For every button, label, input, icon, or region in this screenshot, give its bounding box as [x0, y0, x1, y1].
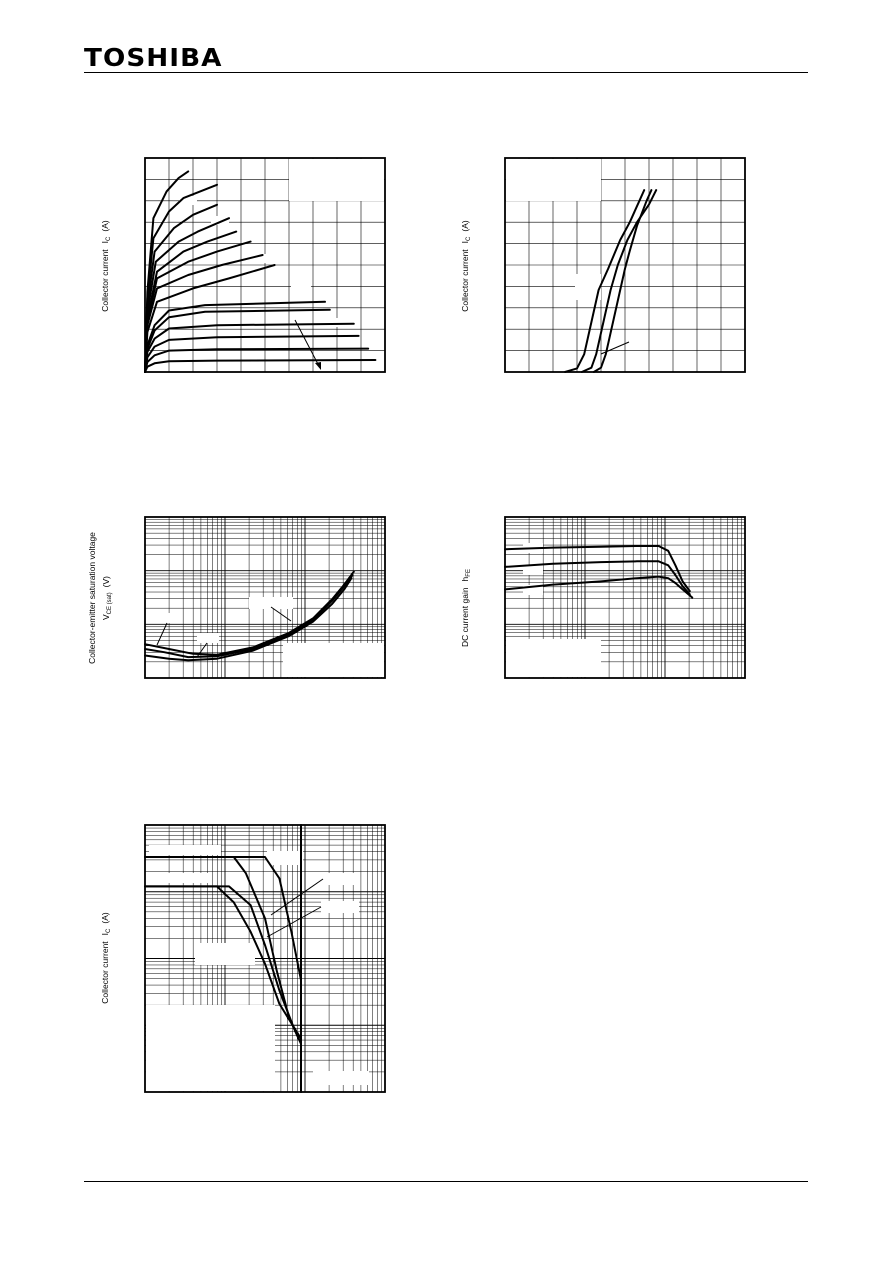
y-axis-label-sub: C: [106, 928, 112, 933]
y-axis-label-prefix: DC current gain: [460, 587, 470, 647]
y-axis-label-symbol: I: [100, 932, 110, 936]
y-axis-label-sub: C: [466, 236, 472, 241]
y-axis-label-unit: (A): [460, 220, 470, 232]
chart-soa-svg: [96, 818, 396, 1102]
chart-vcesat-ic-svg: [80, 510, 396, 690]
plot-area: [145, 158, 385, 372]
y-axis-label-symbol: I: [460, 240, 470, 244]
legend-box: [506, 639, 601, 677]
y-axis-label-line1: Collector-emitter saturation voltage: [87, 532, 97, 664]
y-axis-label-line2: [101, 576, 113, 620]
y-axis-label-ic-vce: [100, 220, 112, 312]
plot-area: [145, 517, 385, 678]
chart-vcesat-ic: [80, 510, 396, 690]
chart-hfe-ic-svg: [456, 510, 756, 690]
chart-ic-vce-svg: [96, 150, 396, 382]
y-axis-label-prefix: Collector current: [100, 249, 110, 312]
plot-area: [145, 825, 385, 1092]
y-axis-label-unit: (A): [100, 220, 110, 232]
legend-box: [506, 159, 601, 201]
y-axis-label-sub: FE: [466, 569, 472, 577]
chart-hfe-ic: [456, 510, 756, 690]
toshiba-logo: TOSHIBA: [84, 43, 223, 72]
chart-soa: [96, 818, 396, 1102]
y-axis-label-prefix: Collector current: [100, 941, 110, 1004]
y-axis-label-unit: (A): [100, 912, 110, 924]
footer-rule: [84, 1181, 808, 1182]
chart-ic-vce: [96, 150, 396, 382]
y-axis-label-symbol: h: [460, 576, 470, 582]
header-rule: [84, 72, 808, 73]
plot-area: [505, 517, 745, 678]
chart-ic-vbe: [456, 150, 756, 382]
y-axis-label-symbol: V: [101, 614, 111, 621]
y-axis-label-sub: C: [106, 236, 112, 241]
chart-ic-vbe-svg: [456, 150, 756, 382]
y-axis-label-unit: (V): [101, 575, 111, 588]
plot-area: [505, 158, 745, 372]
y-axis-label-hfe: [460, 569, 472, 647]
y-axis-label-symbol: I: [100, 240, 110, 244]
y-axis-label-prefix: Collector current: [460, 249, 470, 312]
y-axis-label-soa: [100, 912, 112, 1004]
y-axis-label-ic-vbe: [460, 220, 472, 312]
legend-box: [283, 643, 384, 677]
note-box: [146, 1005, 275, 1091]
legend-box: [289, 159, 384, 201]
y-axis-label-sub: CE (sat): [107, 592, 113, 615]
